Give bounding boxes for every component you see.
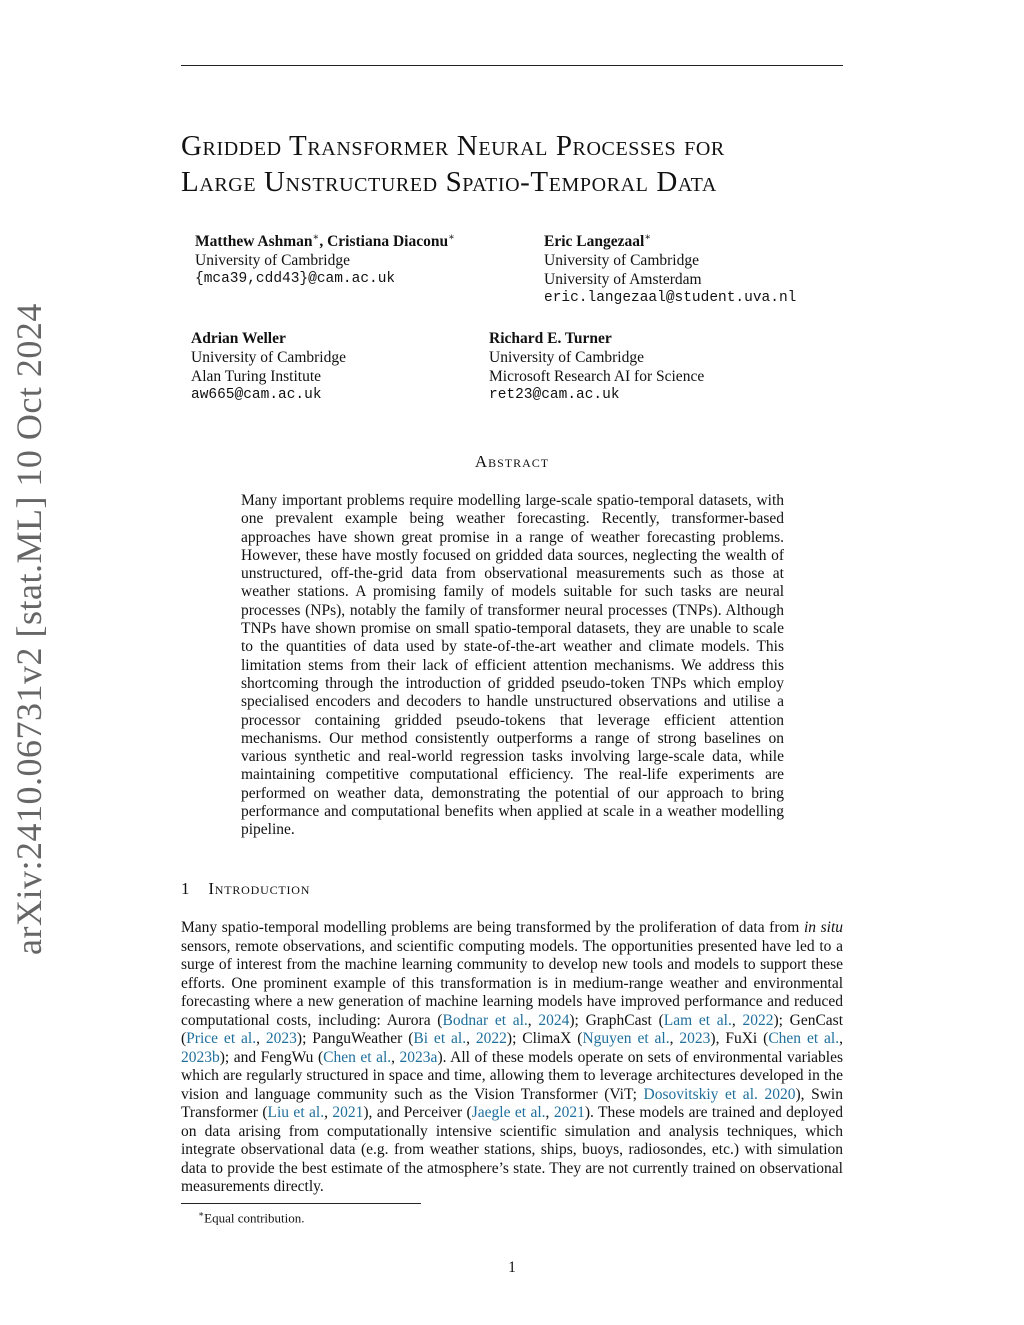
citation-link[interactable]: Chen et al. [323, 1048, 392, 1066]
citation-link[interactable]: Nguyen et al. [582, 1030, 670, 1047]
author-affiliation: University of Cambridge [191, 349, 346, 366]
author-block-weller [191, 329, 346, 405]
citation-link[interactable]: Bi et al. [413, 1030, 467, 1047]
text-run: Many spatio-temporal modelling problems are being transformed by the proliferation of data from [181, 919, 804, 936]
author-name: Eric Langezaal [544, 233, 645, 251]
citation-link[interactable]: Bodnar et al. [442, 1011, 528, 1029]
text-run: ); ClimaX ( [506, 1030, 583, 1047]
author-affiliation: Alan Turing Institute [191, 368, 322, 385]
text-run-italic: in situ [803, 919, 843, 936]
author-block-ashman-diaconu [195, 228, 455, 289]
text-run: sensors, remote observations, and scientific computing models. The opportunities presented have led to a surge of interest from the machine learning community to develop new tools and models to support these efforts. One prominent example of this transformation is in medium-range weather and environmental forecasting where a new generation of machine learning models have improved performance and reduced computational costs, including: Aurora ( [181, 937, 843, 1029]
citation-year-link[interactable]: 2024 [538, 1011, 570, 1029]
author-name: Matthew Ashman [195, 233, 313, 251]
citation-link[interactable]: Lam et al. [663, 1011, 732, 1029]
title-line-2: Large Unstructured Spatio-Temporal Data [181, 166, 717, 198]
abstract-text: Many important problems require modelling large-scale spatio-temporal datasets, with one prevalent example being weather forecasting. Recently, transformer-based approaches have shown great promise in a range of weather forecasting problems. However, these have mostly focused on gridded data sources, neglecting the wealth of unstructured, off-the-grid data from observational measurements such as those at weather stations. A promising family of models suitable for such tasks are neural processes (NPs), notably the family of transformer neural processes (TNPs). Although TNPs have shown promise on small spatio-temporal datasets, they are unable to scale to the quantities of data used by state-of-the-art weather and climate models. This limitation stems from their lack of efficient attention mechanisms. We address this shortcoming through the introduction of gridded pseudo-token TNPs which employ specialised encoders and decoders to handle unstructured observations and utilise a processor containing gridded pseudo-tokens that leverage efficient attention mechanisms. Our method consistently outperforms a range of strong baselines on various synthetic and real-world regression tasks involving large-scale data, while maintaining competitive computational efficiency. The real-life experiments are performed on weather data, demonstrating the potential of our approach to bring performance and computational benefits when applied at scale in a weather modelling pipeline. [241, 492, 784, 839]
introduction-paragraph: Many spatio-temporal modelling problems are being transformed by the proliferation of data from in situ sensors, remote observations, and scientific computing models. The opportunities presented have led to a surge of interest from the machine learning community to develop new tools and models to support these efforts. One prominent example of this transformation is in medium-range weather and environmental forecasting where a new generation of machine learning models have improved performance and reduced computational costs, including: Aurora (Bodnar et al., 2024); GraphCast (Lam et al., 2022); GenCast (Price et al., 2023); PanguWeather (Bi et al., 2022); ClimaX (Nguyen et al., 2023), FuXi (Chen et al., 2023b); and FengWu (Chen et al., 2023a). All of these models operate on sets of environmental variables which are regularly structured in space and time, allowing them to leverage architectures developed in the vision and language community such as the Vision Transformer (ViT; Dosovitskiy et al. 2020), Swin Transformer (Liu et al., 2021), and Perceiver (Jaegle et al., 2021). These models are trained and deployed on data arising from computationally intensive scientific simulation and analysis techniques, which integrate observational data (e.g. from weather stations, ships, buoys, radiosondes, etc.) with simulation data to provide the best estimate of the atmosphere’s state. They are not currently trained on observational measurements directly. [181, 919, 844, 1195]
text-run: ), FuXi ( [710, 1030, 769, 1047]
citation-year-link[interactable]: 2021 [332, 1104, 364, 1121]
text-run: ); and FengWu ( [219, 1048, 324, 1066]
author-affiliation: Microsoft Research AI for Science [489, 368, 705, 385]
author-email[interactable]: {mca39,cdd43}@cam.ac.uk [195, 271, 396, 288]
author-affiliation: University of Amsterdam [544, 271, 702, 289]
text-run: ). All of these models operate on sets of environmental variables which are regularly structured in space and time, allowing them to leverage architectures developed in the vision and language community such as the Vision Transformer (ViT; [181, 1048, 843, 1103]
citation-year-link[interactable]: 2023b [181, 1048, 220, 1066]
citation-link[interactable]: Price et al. [186, 1030, 257, 1047]
text-run: ), Swin Transformer ( [181, 1085, 843, 1121]
paper-title [181, 128, 881, 200]
citation-year-link[interactable]: 2023a [399, 1048, 438, 1066]
footnote-text: Equal contribution. [204, 1210, 305, 1226]
author-affiliation: University of Cambridge [544, 252, 699, 270]
author-affiliation: University of Cambridge [489, 349, 644, 366]
abstract-heading: Abstract [474, 452, 550, 471]
author-separator: , [319, 233, 328, 251]
citation-year-link[interactable]: 2023 [265, 1030, 297, 1047]
footnote-rule [181, 1203, 421, 1204]
citation-link[interactable]: Jaegle et al. [471, 1104, 546, 1121]
text-run: ). These models are trained and deployed on data arising from computationally intensive scientific simulation and analysis techniques, which integrate observational data (e.g. from weather stations, ships, buoys, radiosondes, etc.) with simulation data to provide the best estimate of the atmosphere’s state. They are not currently trained on observational measurements directly. [181, 1104, 843, 1195]
title-line-1: Gridded Transformer Neural Processes for [181, 130, 725, 162]
author-email[interactable]: aw665@cam.ac.uk [191, 387, 322, 403]
equal-contribution-mark: ∗ [644, 232, 652, 243]
citation-year-link[interactable]: 2021 [553, 1104, 585, 1121]
text-run: ); GenCast ( [181, 1011, 844, 1047]
footnote-mark: ∗ [198, 1209, 205, 1219]
text-run: ); GraphCast ( [569, 1011, 664, 1029]
citation-year-link[interactable]: 2022 [475, 1030, 507, 1047]
text-run: ), and Perceiver ( [363, 1104, 472, 1121]
equal-contribution-mark: ∗ [448, 232, 455, 243]
header-rule [181, 65, 843, 66]
citation-link[interactable]: Chen et al. [768, 1030, 840, 1047]
section-heading-introduction [181, 879, 310, 899]
equal-contribution-mark: ∗ [312, 232, 320, 243]
author-name: Cristiana Diaconu [327, 233, 449, 251]
page-number: 1 [508, 1259, 516, 1276]
author-name: Richard E. Turner [489, 330, 612, 347]
author-block-turner [489, 329, 704, 405]
section-title: Introduction [208, 879, 311, 898]
citation-link[interactable]: Dosovitskiy et al. 2020 [643, 1085, 796, 1103]
author-affiliation: University of Cambridge [195, 252, 350, 270]
citation-year-link[interactable]: 2022 [742, 1011, 774, 1029]
text-run: ); PanguWeather ( [296, 1030, 414, 1047]
citation-year-link[interactable]: 2023 [679, 1030, 711, 1047]
section-number: 1 [181, 879, 191, 898]
author-email[interactable]: ret23@cam.ac.uk [489, 387, 620, 403]
author-block-langezaal [544, 228, 796, 308]
author-name: Adrian Weller [191, 330, 286, 347]
footnote [198, 1209, 305, 1226]
citation-link[interactable]: Liu et al. [267, 1104, 325, 1121]
author-email[interactable]: eric.langezaal@student.uva.nl [544, 290, 797, 307]
arxiv-stamp[interactable]: arXiv:2410.06731v2 [stat.ML] 10 Oct 2024 [9, 303, 49, 955]
